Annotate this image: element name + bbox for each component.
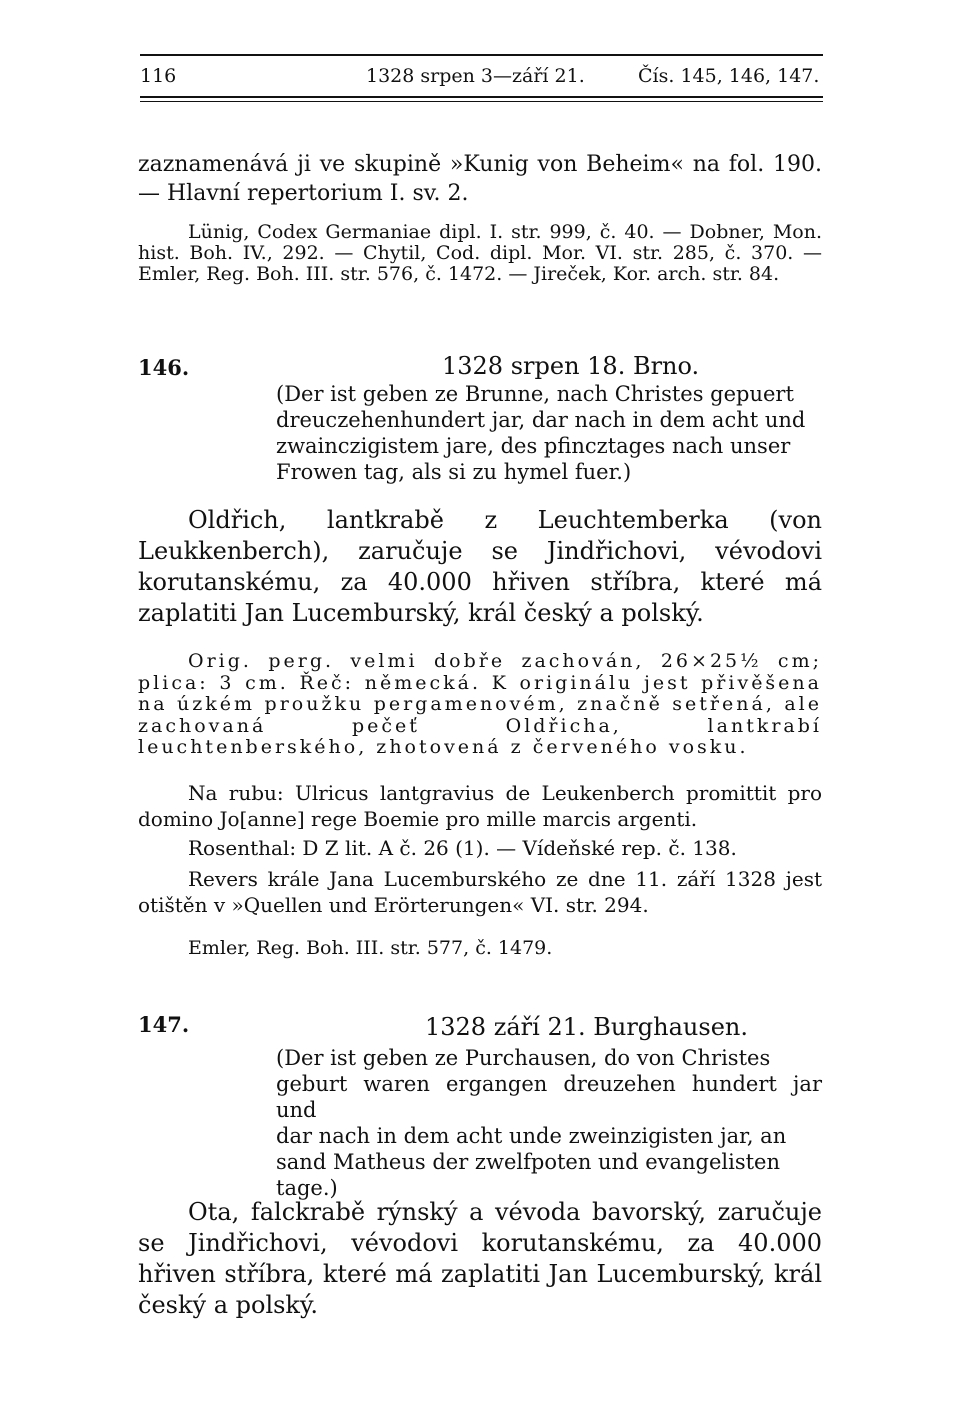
doc147-number: 147.	[138, 1012, 190, 1037]
header-date-range: 1328 srpen 3—září 21.	[366, 65, 585, 87]
doc146-quote-line: zwainczigistem jare, des pfincztages nach unser	[276, 434, 791, 458]
doc147-summary: Ota, falckrabě rýnský a vévoda bavorský, zaručuje se Jindřichovi, vévodovi korutanskému, za 40.000 hřiven stříbra, které má zaplatiti Jan Lucemburský, král český a polský.	[138, 1198, 822, 1319]
header-top-rule	[140, 54, 823, 56]
doc146-quote-line: (Der ist geben ze Brunne, nach Christes gepuert	[276, 382, 794, 406]
doc147-quote-line: tage.)	[276, 1176, 338, 1200]
doc145-continuation-text: zaznamenává ji ve skupině »Kunig von Beheim« na fol. 190. — Hlavní repertorium I. sv. 2.	[138, 152, 822, 206]
doc146-reverse-note: Revers krále Jana Lucemburského ze dne 11. září 1328 jest otištěn v »Quellen und Erörterungen« VI. str. 294.	[138, 867, 822, 917]
doc146-dateline: 1328 srpen 18. Brno.	[442, 352, 700, 380]
doc146-number: 146.	[138, 355, 190, 380]
doc146-quote-line: dreuczehenhundert jar, dar nach in dem acht und	[276, 408, 806, 432]
doc147-quote-line: sand Matheus der zwelfpoten und evangelisten	[276, 1150, 780, 1174]
doc145-references: Lünig, Codex Germaniae dipl. I. str. 999, č. 40. — Dobner, Mon. hist. Boh. IV., 292. — Chytil, Cod. dipl. Mor. VI. str. 285, č. 370. — Emler, Reg. Boh. III. str. 576, č. 1472. — Jireček, Kor. arch. str. 84.	[138, 221, 822, 285]
doc146-dorsal-note: Na rubu: Ulricus lantgravius de Leukenberch promittit pro domino Jo[anne] rege Boemie pro mille marcis argenti.	[138, 781, 822, 831]
doc147-quote-line: geburt waren ergangen dreuzehen hundert jar und	[276, 1072, 822, 1122]
doc146-description: Orig. perg. velmi dobře zachován, 26×25½ cm; plica: 3 cm. Řeč: německá. K originálu jest přivěšena na úzkém proužku pergamenovém, značně setřená, ale zachovaná pečeť Oldřicha, lantkrabí leuchtenberského, zhotovená z červeného vosku.	[138, 650, 822, 758]
header-bottom-rule	[140, 96, 823, 98]
page-number: 116	[140, 65, 177, 87]
doc146-archival-note: Rosenthal: D Z lit. A č. 26 (1). — Vídeňské rep. č. 138.	[188, 836, 737, 860]
doc146-original-dating-quote	[276, 381, 822, 485]
doc146-quote-line: Frowen tag, als si zu hymel fuer.)	[276, 460, 632, 484]
header-document-numbers: Čís. 145, 146, 147.	[638, 65, 820, 87]
doc147-quote-line: dar nach in dem acht unde zweinzigisten jar, an	[276, 1124, 787, 1148]
header-bottom-rule-thin	[140, 101, 823, 102]
doc147-dateline: 1328 září 21. Burghausen.	[425, 1013, 748, 1041]
doc147-original-dating-quote	[276, 1045, 822, 1201]
doc146-summary: Oldřich, lantkrabě z Leuchtemberka (von Leukkenberch), zaručuje se Jindřichovi, vévodovi korutanskému, za 40.000 hřiven stříbra, které má zaplatiti Jan Lucemburský, král český a polský.	[138, 506, 822, 627]
doc147-quote-line: (Der ist geben ze Purchausen, do von Christes	[276, 1046, 771, 1070]
doc146-reference: Emler, Reg. Boh. III. str. 577, č. 1479.	[188, 937, 553, 959]
